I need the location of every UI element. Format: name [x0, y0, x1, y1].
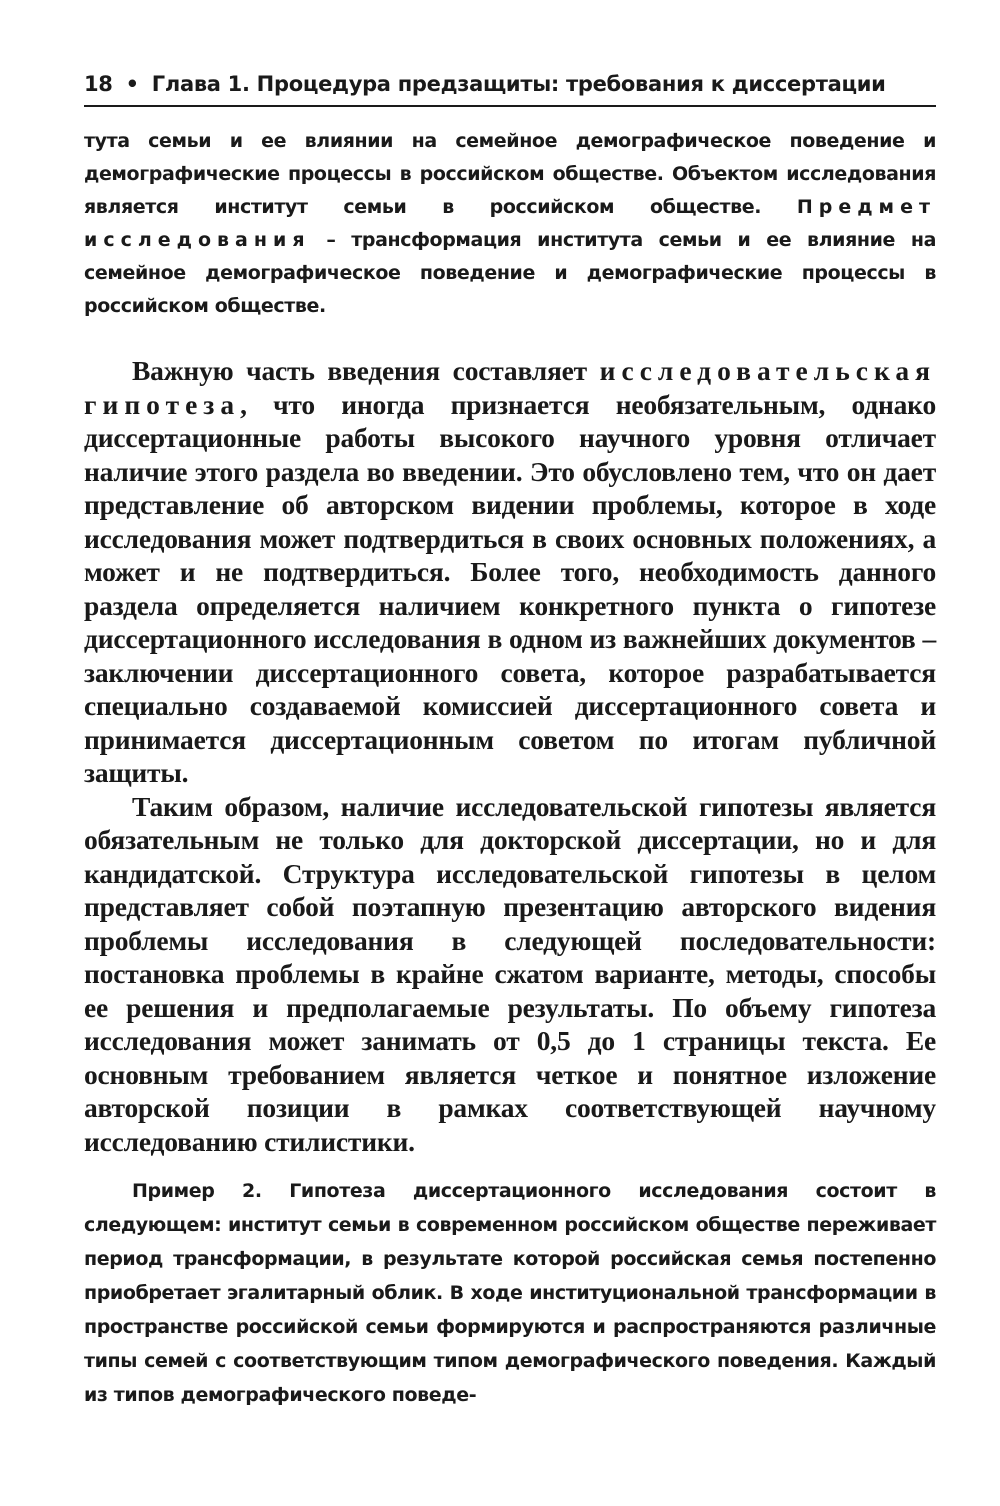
paragraph-summary: Таким образом, наличие исследовательской гипотезы является обязательным не только для докторской диссертации, но и для кандидатской. Структура исследовательской гипотезы в целом представляет собой поэтапную презентацию авторского видения проблемы исследования в следующей последовательности: постановка проблемы в крайне сжатом варианте, методы, способы ее решения и предполагаемые результаты. По объему гипотеза исследования может занимать от 0,5 до 1 страницы текста. Ее основным требованием является четкое и понятное изложение авторской позиции в рамках соответствующей научному исследованию стилистики. — [84, 790, 936, 1157]
main-text-block — [84, 354, 936, 1158]
top-paragraph-block — [84, 125, 936, 323]
example-lead: Пример 2. — [132, 1180, 262, 1202]
paragraph-hypothesis: Важную часть введения составляет исследовательская гипотеза, что иногда признается необязательным, однако диссертационные работы высокого научного уровня отличает наличие этого раздела во введении. Это обусловлено тем, что он дает представление об авторском видении проблемы, которое в ходе исследования может подтвердиться в своих основных положениях, а может и не подтвердиться. Более того, необходимость данного раздела определяется наличием конкретного пункта о гипотезе диссертационного исследования в одном из важнейших документов – заключении диссертационного совета, которое разрабатывается специально создаваемой комиссией диссертационного совета и принимается диссертационным советом по итогам публичной защиты. — [84, 355, 936, 788]
example-block — [84, 1174, 936, 1412]
top-paragraph: тута семьи и ее влиянии на семейное демографическое поведение и демографические процессы в российском обществе. Объектом исследования является институт семьи в российском обществе. Предмет исследования – трансформация института семьи и ее влияние на семейное демографическое поведение и демографические процессы в российском обществе. — [84, 130, 936, 317]
running-head — [84, 70, 936, 107]
example-paragraph: Пример 2. Гипотеза диссертационного исследования состоит в следующем: институт семьи в современном российском обществе переживает период трансформации, в результате которой российская семья постепенно приобретает эгалитарный облик. В ходе институциональной трансформации в пространстве российской семьи формируются и распространяются различные типы семей с соответствующим типом демографического поведения. Каждый из типов демографического поведе- — [84, 1180, 936, 1406]
subject-term: Предмет исследования — [84, 196, 936, 251]
header-separator: • — [125, 72, 139, 96]
page-number: 18 — [84, 72, 113, 96]
hypothesis-term: исследовательская гипотеза — [84, 355, 936, 420]
chapter-title: Глава 1. Процедура предзащиты: требования к диссертации — [151, 72, 886, 96]
